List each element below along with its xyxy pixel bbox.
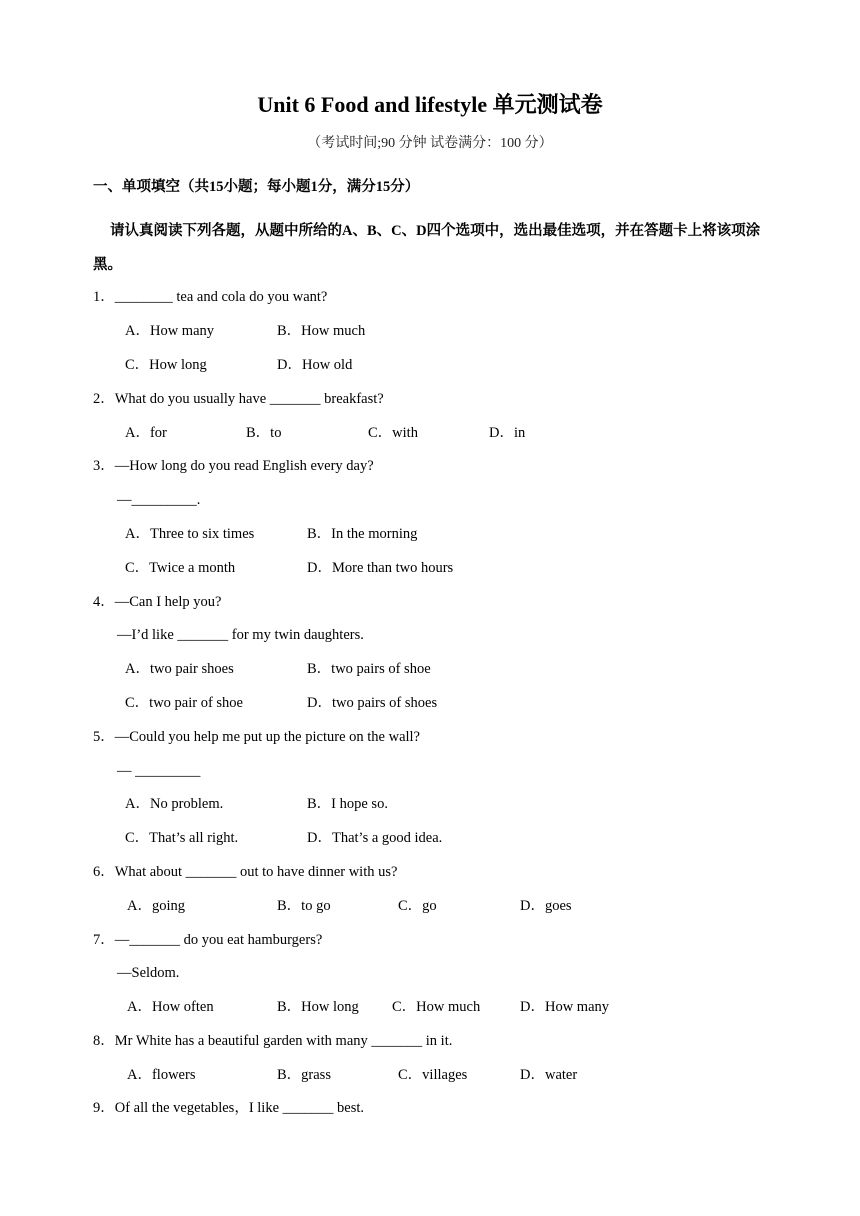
question-2-stem: 2．What do you usually have _______ breakfast?: [93, 391, 384, 407]
question-1-option-b[interactable]: B．How much: [277, 323, 366, 339]
question-5-reply: — _________: [117, 763, 201, 779]
question-7-option-b[interactable]: B．How long: [277, 999, 359, 1015]
question-3-option-d[interactable]: D．More than two hours: [307, 560, 454, 576]
exam-info: （考试时间;90 分钟 试卷满分：100 分）: [307, 136, 553, 151]
question-3-reply: —_________.: [117, 492, 201, 508]
question-1-option-c[interactable]: C．How long: [125, 357, 207, 373]
question-6-option-b[interactable]: B．to go: [277, 898, 331, 914]
question-4-option-d[interactable]: D．two pairs of shoes: [307, 695, 438, 711]
question-8-option-d[interactable]: D．water: [520, 1067, 578, 1083]
question-1-option-a[interactable]: A．How many: [125, 323, 215, 339]
question-4-option-c[interactable]: C．two pair of shoe: [125, 695, 243, 711]
question-7-option-a[interactable]: A．How often: [127, 999, 214, 1015]
question-8-option-a[interactable]: A．flowers: [127, 1067, 196, 1083]
question-5-option-c[interactable]: C．That’s all right.: [125, 830, 239, 846]
question-3-option-a[interactable]: A．Three to six times: [125, 526, 255, 542]
question-3-option-b[interactable]: B．In the morning: [307, 526, 418, 542]
question-7-reply: —Seldom.: [117, 965, 180, 981]
question-6-option-a[interactable]: A．going: [127, 898, 185, 914]
question-5-option-a[interactable]: A．No problem.: [125, 796, 224, 812]
section-instruction: 请认真阅读下列各题，从题中所给的A、B、C、D四个选项中，选出最佳选项，并在答题卡上将该项涂黑。: [93, 223, 761, 273]
question-3-stem: 3．—How long do you read English every day?: [93, 458, 374, 474]
question-8-option-b[interactable]: B．grass: [277, 1067, 331, 1083]
question-8-option-c[interactable]: C．villages: [398, 1067, 468, 1083]
question-6-stem: 6．What about _______ out to have dinner with us?: [93, 864, 398, 880]
question-4-stem: 4．—Can I help you?: [93, 594, 222, 610]
question-2-option-c[interactable]: C．with: [368, 425, 418, 441]
question-5-option-b[interactable]: B．I hope so.: [307, 796, 388, 812]
question-1-stem: 1．________ tea and cola do you want?: [93, 289, 328, 305]
question-9-stem: 9．Of all the vegetables，I like _______ best.: [93, 1100, 365, 1116]
section-heading: 一、单项填空（共15小题；每小题1分，满分15分）: [93, 179, 420, 195]
question-6-option-d[interactable]: D．goes: [520, 898, 572, 914]
question-3-option-c[interactable]: C．Twice a month: [125, 560, 236, 576]
question-1-option-d[interactable]: D．How old: [277, 357, 353, 373]
question-6-option-c[interactable]: C．go: [398, 898, 437, 914]
question-7-stem: 7．—_______ do you eat hamburgers?: [93, 932, 323, 948]
question-8-stem: 8．Mr White has a beautiful garden with many _______ in it.: [93, 1033, 453, 1049]
question-5-stem: 5．—Could you help me put up the picture on the wall?: [93, 729, 420, 745]
question-2-option-a[interactable]: A．for: [125, 425, 167, 441]
question-2-option-d[interactable]: D．in: [489, 425, 526, 441]
question-4-option-b[interactable]: B．two pairs of shoe: [307, 661, 431, 677]
page-title: Unit 6 Food and lifestyle 单元测试卷: [257, 92, 603, 117]
question-4-option-a[interactable]: A．two pair shoes: [125, 661, 234, 677]
question-7-option-d[interactable]: D．How many: [520, 999, 610, 1015]
question-2-option-b[interactable]: B．to: [246, 425, 282, 441]
question-5-option-d[interactable]: D．That’s a good idea.: [307, 830, 443, 846]
question-7-option-c[interactable]: C．How much: [392, 999, 481, 1015]
question-4-reply: —I’d like _______ for my twin daughters.: [117, 627, 364, 643]
